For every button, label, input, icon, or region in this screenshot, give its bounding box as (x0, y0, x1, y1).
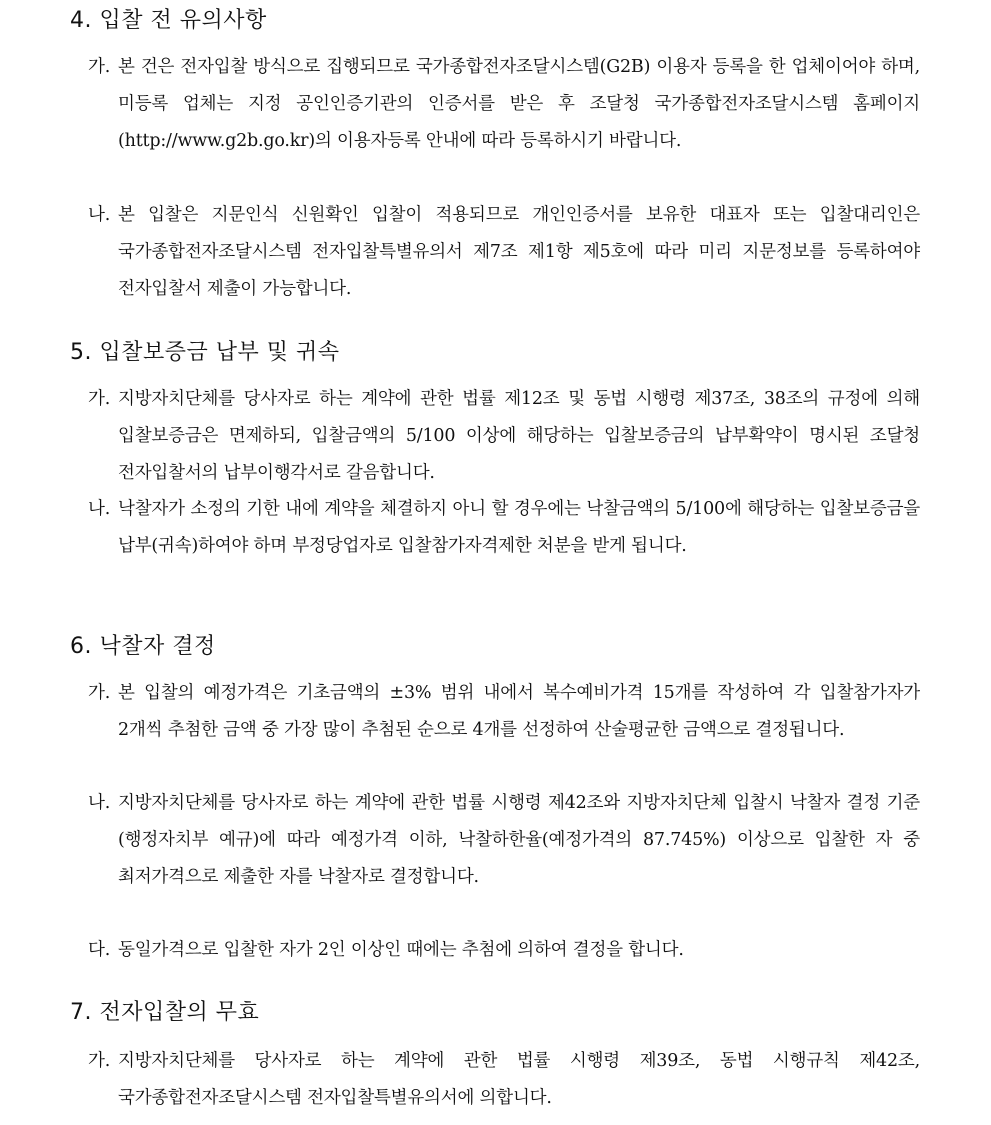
item-marker: 나. (88, 205, 111, 225)
list-item (88, 49, 920, 160)
item-text: 본 입찰은 지문인식 신원확인 입찰이 적용되므로 개인인증서를 보유한 대표자 또는 입찰대리인은 국가종합전자조달시스템 전자입찰특별유의서 제7조 제1항 제5호에 따라 미리 지문정보를 등록하여야 전자입찰서 제출이 가능합니다. (118, 205, 920, 299)
item-text: 본 입찰의 예정가격은 기초금액의 ±3% 범위 내에서 복수예비가격 15개를 작성하여 각 입찰참가자가 2개씩 추첨한 금액 중 가장 많이 추첨된 순으로 4개를 선정하여 산술평균한 금액으로 결정됩니다. (118, 683, 920, 740)
list-item (88, 932, 920, 969)
item-marker: 다. (88, 940, 111, 960)
list-item (88, 785, 920, 896)
list-item (88, 381, 920, 492)
list-item (88, 675, 920, 749)
item-marker: 가. (88, 389, 111, 409)
item-marker: 나. (88, 499, 111, 519)
item-marker: 나. (88, 793, 111, 813)
section-heading: 6. 낙찰자 결정 (70, 634, 216, 659)
list-item (88, 491, 920, 565)
list-item (88, 1043, 920, 1117)
section-heading: 4. 입찰 전 유의사항 (70, 8, 267, 33)
item-marker: 가. (88, 57, 111, 77)
item-text: 지방자치단체를 당사자로 하는 계약에 관한 법률 제12조 및 동법 시행령 제37조, 38조의 규정에 의해 입찰보증금은 면제하되, 입찰금액의 5/100 이상에 해당하는 입찰보증금의 납부확약이 명시된 조달청 전자입찰서의 납부이행각서로 갈음합니다. (118, 389, 920, 483)
item-text: 동일가격으로 입찰한 자가 2인 이상인 때에는 추첨에 의하여 결정을 합니다. (118, 940, 684, 960)
item-marker: 가. (88, 1051, 111, 1071)
item-text: 낙찰자가 소정의 기한 내에 계약을 체결하지 아니 할 경우에는 낙찰금액의 5/100에 해당하는 입찰보증금을 납부(귀속)하여야 하며 부정당업자로 입찰참가자격제한 처분을 받게 됩니다. (118, 499, 920, 556)
section-heading: 5. 입찰보증금 납부 및 귀속 (70, 340, 340, 365)
item-text: 본 건은 전자입찰 방식으로 집행되므로 국가종합전자조달시스템(G2B) 이용자 등록을 한 업체이어야 하며, 미등록 업체는 지정 공인인증기관의 인증서를 받은 후 조달청 국가종합전자조달시스템 홈페이지(http://www.g2b.go.kr)의 이용자등록 안내에 따라 등록하시기 바랍니다. (118, 57, 920, 151)
item-text: 지방자치단체를 당사자로 하는 계약에 관한 법률 시행령 제42조와 지방자치단체 입찰시 낙찰자 결정 기준(행정자치부 예규)에 따라 예정가격 이하, 낙찰하한율(예정가격의 87.745%) 이상으로 입찰한 자 중 최저가격으로 제출한 자를 낙찰자로 결정합니다. (118, 793, 920, 887)
item-text: 지방자치단체를 당사자로 하는 계약에 관한 법률 시행령 제39조, 동법 시행규칙 제42조, 국가종합전자조달시스템 전자입찰특별유의서에 의합니다. (118, 1051, 920, 1108)
section-heading: 7. 전자입찰의 무효 (70, 1000, 260, 1025)
item-marker: 가. (88, 683, 111, 703)
list-item (88, 197, 920, 308)
